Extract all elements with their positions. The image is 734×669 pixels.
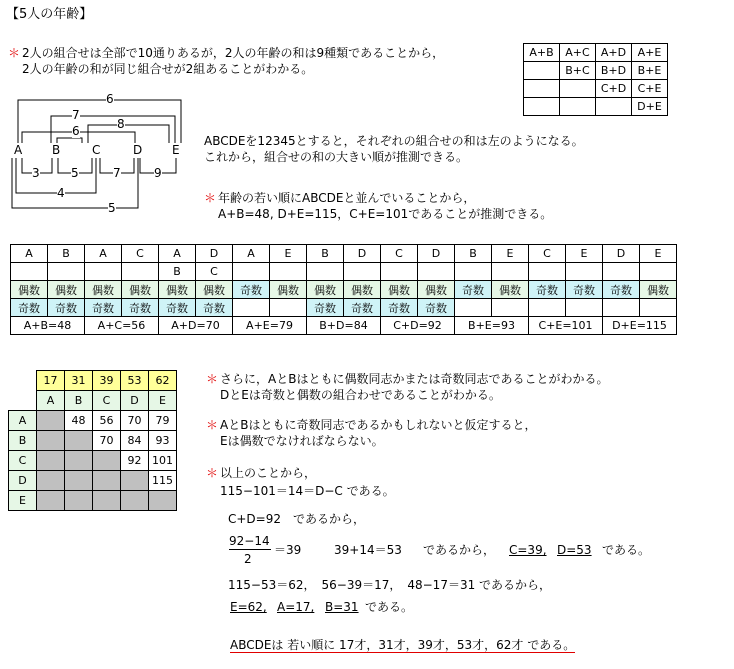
pair-cell: D+E	[632, 98, 668, 116]
parity-sub-cell	[529, 263, 566, 281]
parity-table	[10, 244, 677, 335]
parity-sub-cell: B	[159, 263, 196, 281]
matrix-col-header: C	[93, 391, 121, 411]
parity-odd-cell: 奇数	[85, 299, 122, 317]
pair-cell: C+D	[596, 80, 632, 98]
calc-eq-1: ＝39	[274, 543, 302, 557]
matrix-cell	[37, 491, 65, 511]
note-1-line-1: さらに，AとBはともに偶数同志かまたは奇数同志であることがわかる。	[220, 372, 609, 386]
explain-line-1: ABCDEを12345とすると，それぞれの組合せの和は左のようになる。	[204, 134, 584, 148]
matrix-cell	[65, 431, 93, 451]
intro-line-2: 2人の年齢の和が同じ組合せが2組あることがわかる。	[22, 62, 314, 76]
answer-e: E=62,	[230, 600, 267, 614]
matrix-corner	[9, 391, 37, 411]
parity-header-cell: C	[122, 245, 159, 263]
parity-sum-cell: B+E=93	[455, 317, 529, 335]
parity-sub-cell	[85, 263, 122, 281]
bullet-star: ＊	[8, 46, 21, 60]
parity-header-cell: D	[196, 245, 233, 263]
parity-even-cell: 偶数	[344, 281, 381, 299]
parity-even-cell: 偶数	[640, 281, 677, 299]
fraction-denominator: 2	[244, 552, 252, 566]
matrix-cell: 93	[149, 431, 177, 451]
diagram-bottom-number: 4	[57, 186, 65, 200]
note-3-line-2: 115−101＝14＝D−C である。	[220, 484, 395, 498]
parity-sub-cell	[455, 263, 492, 281]
answer-d: D=53	[557, 543, 592, 557]
parity-sub-cell	[603, 263, 640, 281]
matrix-cell	[149, 491, 177, 511]
diagram-bottom-number: 5	[71, 166, 79, 180]
parity-sub-cell	[418, 263, 455, 281]
parity-sub-cell	[270, 263, 307, 281]
diagram-bottom-number: 5	[108, 201, 116, 215]
parity-even-cell: 偶数	[196, 281, 233, 299]
parity-sum-cell: A+C=56	[85, 317, 159, 335]
pair-cell: B+D	[596, 62, 632, 80]
young-line-2: A+B=48, D+E=115，C+E=101であることが推測できる。	[218, 207, 553, 221]
pair-cell	[560, 98, 596, 116]
matrix-age-cell: 62	[149, 371, 177, 391]
matrix-age-cell: 17	[37, 371, 65, 391]
matrix-cell	[37, 451, 65, 471]
matrix-row-header: D	[9, 471, 37, 491]
parity-header-cell: D	[344, 245, 381, 263]
matrix-cell	[65, 451, 93, 471]
answer-b: B=31	[325, 600, 359, 614]
parity-sum-cell: A+D=70	[159, 317, 233, 335]
parity-even-cell: 偶数	[307, 281, 344, 299]
diagram-top-number: 6	[72, 124, 80, 138]
matrix-cell: 70	[93, 431, 121, 451]
parity-header-cell: E	[640, 245, 677, 263]
parity-sum-cell: A+B=48	[11, 317, 85, 335]
parity-odd-cell: 奇数	[344, 299, 381, 317]
diagram-letter: C	[92, 143, 101, 157]
parity-sub-cell	[233, 263, 270, 281]
parity-header-cell: A	[85, 245, 122, 263]
parity-header-cell: C	[529, 245, 566, 263]
fraction-numerator: 92−14	[229, 534, 270, 548]
parity-odd-cell: 奇数	[48, 299, 85, 317]
matrix-row-header: E	[9, 491, 37, 511]
pair-cell	[524, 98, 560, 116]
bullet-star: ＊	[206, 372, 219, 386]
matrix-corner	[9, 371, 37, 391]
matrix-cell: 70	[121, 411, 149, 431]
parity-sub-cell	[11, 263, 48, 281]
parity-even-cell: 偶数	[11, 281, 48, 299]
pair-cell	[524, 62, 560, 80]
parity-odd-cell: 奇数	[603, 281, 640, 299]
pair-cell: C+E	[632, 80, 668, 98]
parity-even-cell: 偶数	[48, 281, 85, 299]
matrix-col-header: D	[121, 391, 149, 411]
parity-odd-cell: 奇数	[455, 281, 492, 299]
parity-empty-cell	[603, 299, 640, 317]
matrix-cell	[65, 471, 93, 491]
diagram-bottom-number: 3	[32, 166, 40, 180]
parity-header-cell: A	[159, 245, 196, 263]
matrix-age-cell: 31	[65, 371, 93, 391]
parity-empty-cell	[566, 299, 603, 317]
parity-header-cell: A	[233, 245, 270, 263]
parity-odd-cell: 奇数	[159, 299, 196, 317]
matrix-cell: 79	[149, 411, 177, 431]
matrix-cell	[93, 471, 121, 491]
pair-cell: A+C	[560, 44, 596, 62]
parity-odd-cell: 奇数	[529, 281, 566, 299]
parity-odd-cell: 奇数	[122, 299, 159, 317]
parity-even-cell: 偶数	[492, 281, 529, 299]
parity-odd-cell: 奇数	[418, 299, 455, 317]
parity-header-cell: E	[492, 245, 529, 263]
parity-odd-cell: 奇数	[566, 281, 603, 299]
matrix-cell	[121, 491, 149, 511]
diagram-top-number: 6	[106, 92, 114, 106]
pair-cell: A+D	[596, 44, 632, 62]
bracket-a-e	[18, 100, 181, 143]
pair-cell	[524, 80, 560, 98]
bullet-star: ＊	[206, 466, 219, 480]
diagram-bottom-number: 9	[154, 166, 162, 180]
parity-header-cell: B	[455, 245, 492, 263]
parity-empty-cell	[529, 299, 566, 317]
diagram-letter: B	[52, 143, 61, 157]
matrix-row-header: C	[9, 451, 37, 471]
note-2-line-2: Eは偶数でなければならない。	[220, 434, 384, 448]
parity-even-cell: 偶数	[122, 281, 159, 299]
parity-even-cell: 偶数	[381, 281, 418, 299]
matrix-col-header: B	[65, 391, 93, 411]
matrix-cell	[121, 471, 149, 491]
calc-line-3: 115−53＝62， 56−39＝17， 48−17＝31 であるから，	[228, 578, 552, 592]
parity-sub-cell	[48, 263, 85, 281]
parity-empty-cell	[640, 299, 677, 317]
young-line-1: 年齢の若い順にABCDEと並んでいることから，	[218, 191, 476, 205]
matrix-age-cell: 39	[93, 371, 121, 391]
explain-line-2: これから，組合せの和の大きい順が推測できる。	[204, 150, 469, 164]
calc-eq-2: 39+14＝53	[334, 543, 402, 557]
parity-odd-cell: 奇数	[196, 299, 233, 317]
matrix-age-cell: 53	[121, 371, 149, 391]
matrix-col-header: E	[149, 391, 177, 411]
final-answer: ABCDEは 若い順に 17才，31才，39才，53才，62才 である。	[230, 638, 576, 652]
matrix-row-header: B	[9, 431, 37, 451]
calc-line-4-tail: である。	[365, 600, 414, 614]
parity-sum-cell: B+D=84	[307, 317, 381, 335]
parity-sum-cell: A+E=79	[233, 317, 307, 335]
parity-even-cell: 偶数	[418, 281, 455, 299]
diagram-letter: A	[14, 143, 23, 157]
parity-odd-cell: 奇数	[307, 299, 344, 317]
bullet-star: ＊	[206, 418, 219, 432]
parity-sub-cell	[122, 263, 159, 281]
note-2-line-1: AとBはともに奇数同志であるかもしれないと仮定すると，	[220, 418, 537, 432]
matrix-cell	[65, 491, 93, 511]
diagram-letter: D	[133, 143, 143, 157]
matrix-cell	[37, 431, 65, 451]
pair-cell	[560, 80, 596, 98]
parity-sum-cell: D+E=115	[603, 317, 677, 335]
bullet-star: ＊	[204, 191, 217, 205]
parity-empty-cell	[233, 299, 270, 317]
answer-a: A=17,	[277, 600, 315, 614]
matrix-cell	[93, 491, 121, 511]
matrix-cell	[93, 451, 121, 471]
note-3-line-1: 以上のことから，	[220, 466, 317, 480]
matrix-cell: 92	[121, 451, 149, 471]
parity-sub-cell	[492, 263, 529, 281]
matrix-cell	[37, 471, 65, 491]
parity-empty-cell	[270, 299, 307, 317]
intro-line-1: 2人の組合せは全部で10通りあるが，2人の年齢の和は9種類であることから，	[22, 46, 445, 60]
fraction-bar	[229, 549, 271, 550]
parity-sub-cell	[640, 263, 677, 281]
parity-header-cell: D	[603, 245, 640, 263]
parity-sum-cell: C+E=101	[529, 317, 603, 335]
matrix-cell: 84	[121, 431, 149, 451]
calc-eq-3: であるから，	[423, 543, 496, 557]
pair-cell	[596, 98, 632, 116]
matrix-col-header: A	[37, 391, 65, 411]
parity-header-cell: D	[418, 245, 455, 263]
parity-odd-cell: 奇数	[11, 299, 48, 317]
parity-sum-cell: C+D=92	[381, 317, 455, 335]
parity-header-cell: A	[11, 245, 48, 263]
parity-header-cell: E	[566, 245, 603, 263]
matrix-cell: 48	[65, 411, 93, 431]
parity-even-cell: 偶数	[270, 281, 307, 299]
age-sum-matrix	[8, 370, 177, 511]
parity-empty-cell	[455, 299, 492, 317]
calc-eq-4: である。	[602, 543, 651, 557]
parity-empty-cell	[492, 299, 529, 317]
parity-header-cell: B	[48, 245, 85, 263]
pair-combination-table	[523, 43, 668, 116]
pair-cell: A+E	[632, 44, 668, 62]
diagram-letter: E	[172, 143, 180, 157]
bracket-b-e	[51, 116, 175, 143]
parity-sub-cell: C	[196, 263, 233, 281]
matrix-row-header: A	[9, 411, 37, 431]
matrix-cell: 56	[93, 411, 121, 431]
bracket-c-e	[88, 125, 169, 143]
parity-sub-cell	[307, 263, 344, 281]
parity-sub-cell	[344, 263, 381, 281]
parity-even-cell: 偶数	[159, 281, 196, 299]
parity-header-cell: C	[381, 245, 418, 263]
parity-even-cell: 偶数	[85, 281, 122, 299]
parity-odd-cell: 奇数	[233, 281, 270, 299]
matrix-cell: 115	[149, 471, 177, 491]
diagram-bottom-number: 7	[113, 166, 121, 180]
note-1-line-2: DとEは奇数と偶数の組合わせであることがわかる。	[220, 388, 501, 402]
pair-cell: B+C	[560, 62, 596, 80]
parity-header-cell: B	[307, 245, 344, 263]
bracket-a-c	[16, 158, 96, 193]
parity-sub-cell	[381, 263, 418, 281]
matrix-cell: 101	[149, 451, 177, 471]
page-title: 【5人の年齢】	[6, 7, 93, 22]
diagram-top-number: 8	[117, 117, 125, 131]
pair-cell: B+E	[632, 62, 668, 80]
parity-header-cell: E	[270, 245, 307, 263]
calc-line-1: C+D=92 であるから，	[228, 512, 365, 526]
diagram-top-number: 7	[72, 108, 80, 122]
matrix-cell	[37, 411, 65, 431]
pair-cell: A+B	[524, 44, 560, 62]
answer-c: C=39,	[509, 543, 547, 557]
parity-sub-cell	[566, 263, 603, 281]
parity-odd-cell: 奇数	[381, 299, 418, 317]
